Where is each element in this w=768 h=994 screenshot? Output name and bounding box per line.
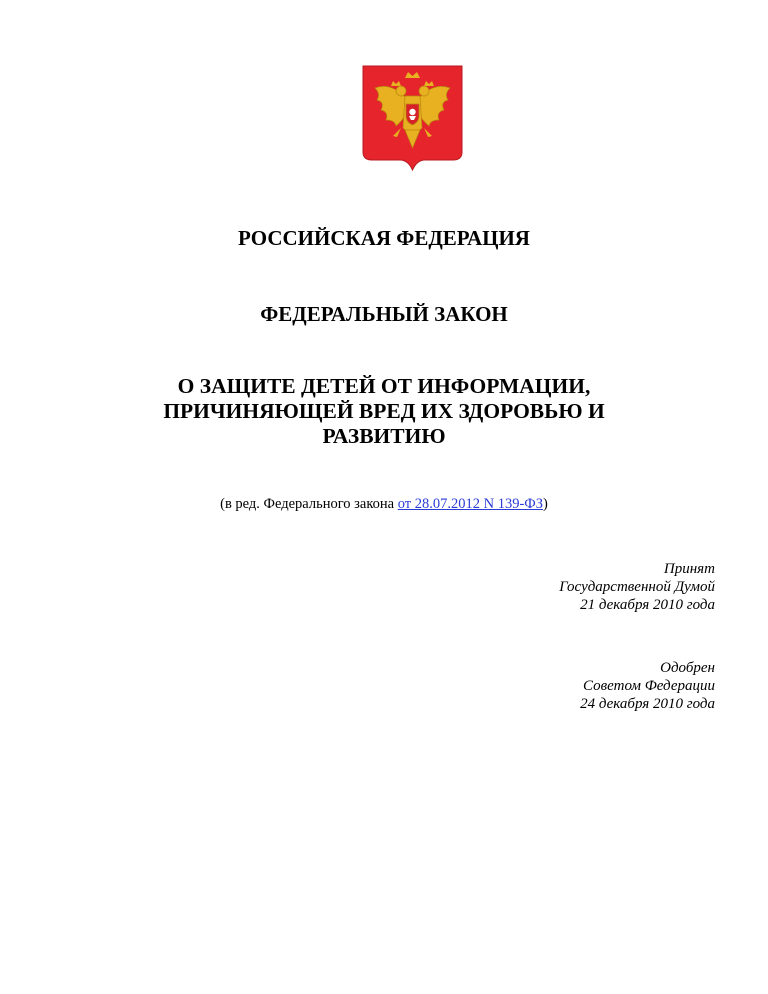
approval-date: 24 декабря 2010 года [580,696,715,712]
document-type-heading: ФЕДЕРАЛЬНЫЙ ЗАКОН [260,302,508,326]
revision-prefix: (в ред. Федерального закона [220,496,398,512]
adoption-stamp [559,560,715,614]
russian-coat-of-arms-icon [361,64,464,172]
revision-note [0,495,768,513]
law-title-line: РАЗВИТИЮ [322,424,446,448]
revision-suffix: ) [543,496,548,512]
approval-body: Советом Федерации [583,678,715,694]
approval-stamp [580,659,715,713]
country-heading: РОССИЙСКАЯ ФЕДЕРАЦИЯ [238,226,530,250]
adoption-date: 21 декабря 2010 года [580,597,715,613]
adoption-body: Государственной Думой [559,579,715,595]
approval-status: Одобрен [660,660,715,676]
law-title [0,374,768,449]
law-title-line: О ЗАЩИТЕ ДЕТЕЙ ОТ ИНФОРМАЦИИ, [177,374,591,398]
law-title-line: ПРИЧИНЯЮЩЕЙ ВРЕД ИХ ЗДОРОВЬЮ И [163,399,605,423]
revision-law-link[interactable]: от 28.07.2012 N 139-ФЗ [397,496,544,512]
adoption-status: Принят [663,561,715,577]
